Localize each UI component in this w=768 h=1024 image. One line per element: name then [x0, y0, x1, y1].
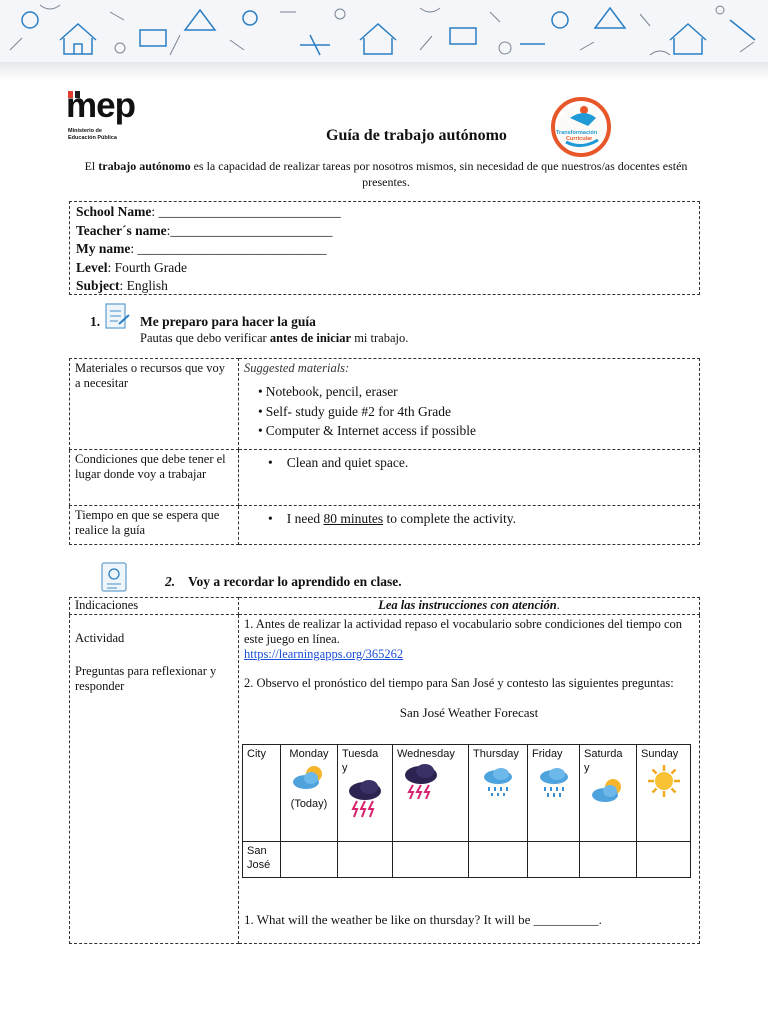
forecast-blank-cell[interactable] — [580, 842, 637, 878]
friday-cell — [528, 745, 580, 842]
activity-left-cell — [70, 615, 239, 944]
forecast-title: San José Weather Forecast — [399, 705, 539, 720]
partly-cloudy-icon — [588, 777, 628, 805]
city-header: City — [243, 745, 281, 842]
preparation-table — [69, 358, 700, 545]
indicaciones-header: Indicaciones — [70, 598, 239, 615]
activity-label: Actividad — [75, 631, 125, 645]
sunday-label: Sunday — [641, 748, 679, 760]
time-cell — [239, 506, 700, 545]
mep-logo — [66, 86, 146, 148]
activity-step-2: 2. Observo el pronóstico del tiempo para San José y contesto las siguientes preguntas: — [244, 676, 674, 690]
time-post: to complete the activity. — [383, 511, 517, 526]
banner-shadow — [0, 62, 768, 80]
time-label: Tiempo en que se espera que realice la guía — [70, 506, 239, 545]
tuesday-cell — [338, 745, 393, 842]
materials-heading: Suggested materials: — [244, 361, 350, 375]
rain-icon — [536, 767, 572, 799]
school-doodles-icon — [0, 0, 768, 62]
wednesday-label: Wednesday — [397, 748, 455, 760]
conditions-row — [70, 450, 700, 506]
teacher-name-label: Teacher´s name — [76, 222, 167, 238]
logo-text: mep — [66, 86, 135, 125]
city-row — [243, 842, 691, 878]
school-name-label: School Name — [76, 204, 152, 219]
storm-icon — [401, 763, 441, 799]
instructions-period: . — [556, 598, 560, 612]
question-1: 1. What will the weather be like on thursday? It will be __________. — [244, 912, 602, 927]
learningapps-link[interactable]: https://learningapps.org/365262 — [244, 647, 404, 661]
thursday-label: Thursday — [473, 748, 519, 760]
doodle-banner — [0, 0, 768, 62]
saturday-cell — [580, 745, 637, 842]
city-name: San José — [243, 842, 281, 878]
section1-subtitle — [140, 331, 408, 346]
storm-icon — [345, 777, 385, 819]
intro-bold: trabajo autónomo — [98, 159, 191, 173]
teacher-name-row — [76, 222, 693, 241]
instructions-text: Lea las instrucciones con atención — [378, 598, 557, 612]
section1-sub-post: mi trabajo. — [351, 331, 409, 345]
monday-cell — [281, 745, 338, 842]
badge-text-2: Curricular — [566, 136, 593, 142]
curricular-badge — [548, 96, 614, 158]
forecast-blank-cell[interactable] — [281, 842, 338, 878]
conditions-label: Condiciones que debe tener el lugar donde voy a trabajar — [70, 450, 239, 506]
forecast-header-row — [243, 745, 691, 842]
time-value — [268, 511, 694, 526]
level-row — [76, 259, 693, 278]
teacher-name-field[interactable]: :________________________ — [166, 222, 333, 238]
list-item: • Computer & Internet access if possible — [258, 421, 694, 441]
section1-number: 1. — [90, 314, 101, 329]
monday-label: Monday — [289, 748, 329, 760]
badge-text-1: Transformación — [556, 130, 598, 136]
sun-icon — [646, 763, 682, 799]
instructions-header — [239, 598, 700, 615]
section1-title: Me preparo para hacer la guía — [140, 314, 316, 329]
section2-number: 2. — [165, 574, 176, 589]
weather-forecast-table — [242, 744, 691, 878]
list-item: • Notebook, pencil, eraser — [258, 382, 694, 402]
forecast-blank-cell[interactable] — [637, 842, 691, 878]
section1-sub-bold: antes de iniciar — [269, 331, 352, 345]
forecast-blank-cell[interactable] — [393, 842, 469, 878]
conditions-value: • Clean and quiet space. — [268, 455, 694, 470]
my-name-field[interactable]: : ____________________________ — [130, 241, 327, 256]
section2-title: Voy a recordar lo aprendido en clase. — [188, 574, 402, 589]
intro-post: es la capacidad de realizar tareas por nosotros mismos, sin necesidad de que nuestros/as docentes estén presentes. — [190, 159, 688, 189]
time-row — [70, 506, 700, 545]
student-info-box — [69, 201, 700, 295]
materials-list — [244, 382, 694, 441]
thursday-cell — [469, 745, 528, 842]
partly-cloudy-icon — [289, 763, 329, 793]
activity-step-1: 1. Antes de realizar la actividad repaso el vocabulario sobre condiciones del tiempo con este juego en línea. — [244, 617, 683, 646]
logo-subtitle-line-2: Educación Pública — [68, 135, 117, 141]
subject-value: : English — [119, 278, 168, 293]
today-note: (Today) — [290, 798, 328, 810]
time-minutes: 80 minutes — [323, 511, 384, 526]
list-item: • Self- study guide #2 for 4th Grade — [258, 402, 694, 422]
forecast-blank-cell[interactable] — [528, 842, 580, 878]
rain-icon — [480, 767, 516, 797]
subject-row — [76, 277, 693, 296]
forecast-blank-cell[interactable] — [469, 842, 528, 878]
friday-label: Friday — [532, 748, 563, 760]
materials-label: Materiales o recursos que voy a necesitar — [70, 359, 239, 450]
time-pre: I need — [286, 511, 324, 526]
wednesday-cell — [393, 745, 469, 842]
materials-row — [70, 359, 700, 450]
logo-subtitle-line-1: Ministerio de — [68, 128, 102, 134]
page-title: Guía de trabajo autónomo — [326, 127, 507, 144]
reflection-label: Preguntas para reflexionar y responder — [75, 664, 217, 693]
subject-label: Subject — [76, 278, 120, 293]
my-name-row — [76, 240, 693, 259]
school-name-field[interactable]: : ___________________________ — [151, 204, 341, 219]
tuesday-label: Tuesda y — [342, 748, 379, 774]
school-name-row — [76, 203, 693, 222]
level-value: : Fourth Grade — [107, 259, 187, 275]
level-label: Level — [76, 259, 108, 275]
conditions-cell — [239, 450, 700, 506]
transformation-badge-icon — [548, 96, 614, 158]
my-name-label: My name — [76, 241, 131, 256]
section1-sub-pre: Pautas que debo verificar — [140, 331, 270, 345]
intro-paragraph — [66, 158, 706, 190]
checklist-icon — [103, 302, 131, 332]
instructions-header-row — [70, 598, 700, 615]
forecast-blank-cell[interactable] — [338, 842, 393, 878]
saturday-label: Saturda y — [584, 748, 623, 774]
intro-pre: El — [84, 159, 99, 173]
tablet-study-icon — [98, 560, 132, 594]
materials-cell — [239, 359, 700, 450]
sunday-cell — [637, 745, 691, 842]
